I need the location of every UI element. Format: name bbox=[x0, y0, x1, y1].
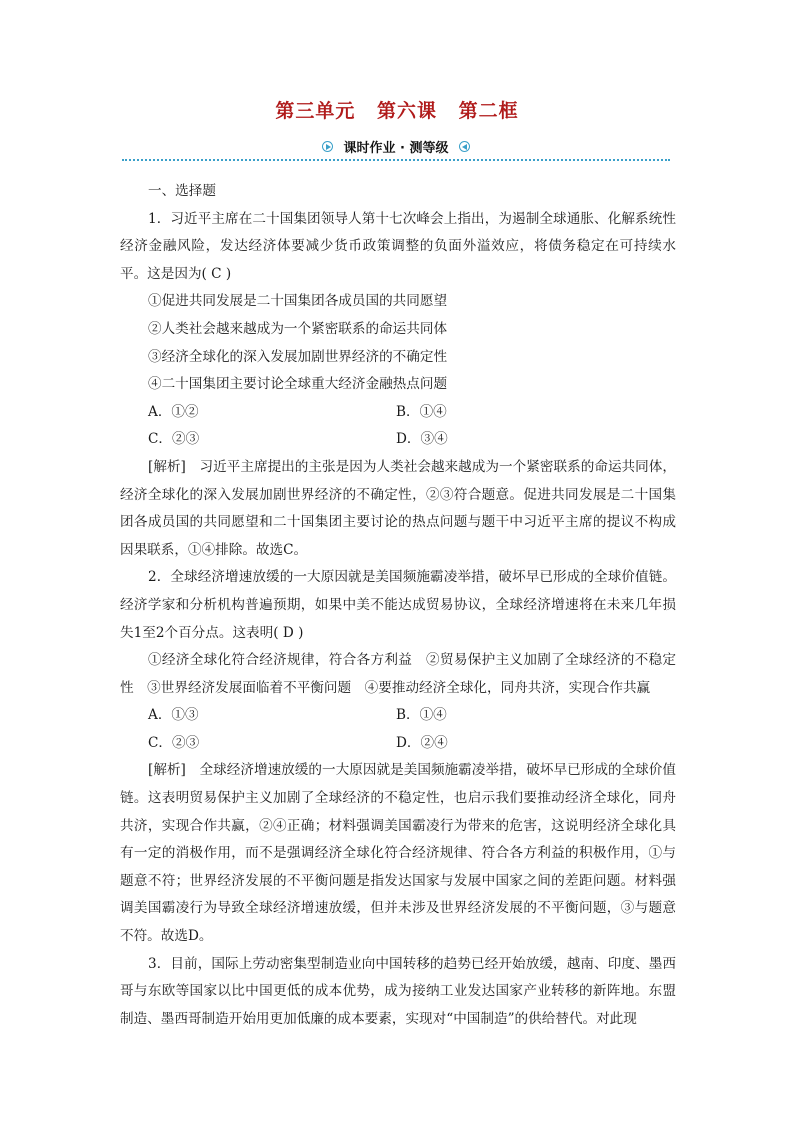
title-lesson: 第六课 bbox=[376, 100, 437, 122]
option-row bbox=[120, 399, 676, 427]
title-unit: 第三单元 bbox=[275, 100, 356, 122]
option-row bbox=[120, 702, 676, 730]
option-c: C．②③ bbox=[148, 734, 200, 751]
analysis: [解析] 习近平主席提出的主张是因为人类社会越来越成为一个紧密联系的命运共同体，经济全球化的深入发展加剧世界经济的不确定性，②③符合题意。促进共同发展是二十国集团各成员国的共同愿望和二十国集团主要讨论的热点问题与题干中习近平主席的提议不构成因果联系，①④排除。故选C。 bbox=[120, 458, 676, 558]
question-item: ④二十国集团主要讨论全球重大经济金融热点问题 bbox=[148, 376, 448, 393]
question-items-inline: ①经济全球化符合经济规律，符合各方利益 ②贸易保护主义加剧了全球经济的不稳定性 ③世界经济发展面临着不平衡问题 ④要推动经济全球化，同舟共济，实现合作共赢 bbox=[120, 652, 676, 696]
question-item: ①促进共同发展是二十国集团各成员国的共同愿望 bbox=[148, 293, 448, 310]
play-right-icon bbox=[322, 141, 333, 152]
question-stem: 3．目前，国际上劳动密集型制造业向中国转移的趋势已经开始放缓，越南、印度、墨西哥与东欧等国家以比中国更低的成本优势，成为接纳工业发达国家产业转移的新阵地。东盟制造、墨西哥制造开始用更加低廉的成本要素，实现对“中国制造”的供给替代。对此现 bbox=[120, 955, 676, 1027]
question-stem: 2．全球经济增速放缓的一大原因就是美国频施霸凌举措，破坏早已形成的全球价值链。经济学家和分析机构普遍预期，如果中美不能达成贸易协议，全球经济增速将在未来几年损失1至2个百分点。这表明( D ) bbox=[120, 569, 676, 641]
page-title bbox=[0, 96, 794, 123]
question-stem: 1．习近平主席在二十国集团领导人第十七次峰会上指出，为遏制全球通胀、化解系统性经济金融风险，发达经济体要减少货币政策调整的负面外溢效应，将债务稳定在可持续水平。这是因为( C ) bbox=[120, 210, 676, 282]
option-row bbox=[120, 426, 676, 454]
option-d: D．③④ bbox=[396, 431, 448, 448]
option-a: A．①③ bbox=[148, 707, 199, 724]
subtitle-text: 课时作业 · 测等级 bbox=[343, 141, 449, 156]
option-c: C．②③ bbox=[148, 431, 200, 448]
dotted-divider bbox=[122, 159, 670, 161]
subtitle-bar bbox=[122, 137, 670, 163]
question-item: ②人类社会越来越成为一个紧密联系的命运共同体 bbox=[148, 320, 448, 337]
question-item: ③经济全球化的深入发展加剧世界经济的不确定性 bbox=[148, 348, 448, 365]
play-left-icon bbox=[459, 141, 470, 152]
title-frame: 第二框 bbox=[458, 100, 519, 122]
option-b: B．①④ bbox=[396, 403, 447, 420]
section-title: 一、选择题 bbox=[148, 183, 216, 199]
option-d: D．②④ bbox=[396, 734, 448, 751]
option-row bbox=[120, 730, 676, 758]
option-a: A．①② bbox=[148, 403, 199, 420]
analysis: [解析] 全球经济增速放缓的一大原因就是美国频施霸凌举措，破坏早已形成的全球价值链。这表明贸易保护主义加剧了全球经济的不稳定性，也启示我们要推动经济全球化，同舟共济，实现合作共赢，②④正确；材料强调美国霸凌行为带来的危害，这说明经济全球化具有一定的消极作用，而不是强调经济全球化符合经济规律、符合各方利益的积极作用，①与题意不符；世界经济发展的不平衡问题是指发达国家与发展中国家之间的差距问题。材料强调美国霸凌行为导致全球经济增速放缓，但并未涉及世界经济发展的不平衡问题，③与题意不符。故选D。 bbox=[120, 762, 676, 945]
option-b: B．①④ bbox=[396, 707, 447, 724]
content-body bbox=[120, 178, 676, 1033]
